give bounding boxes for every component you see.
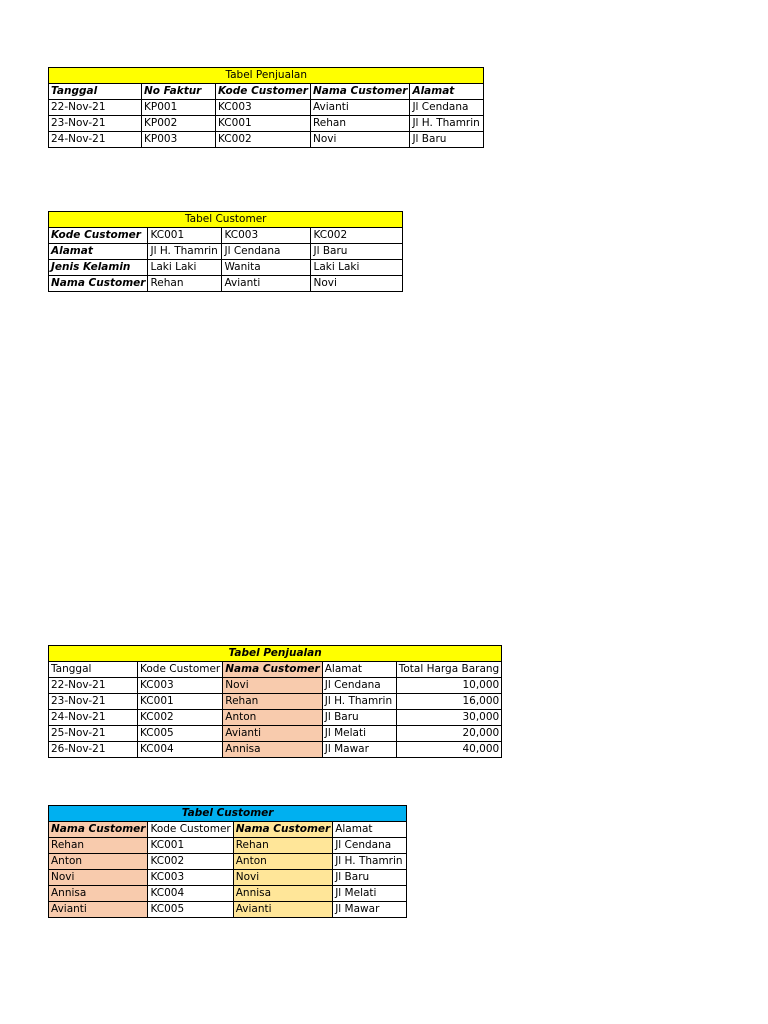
table-cell[interactable]: Jl Baru bbox=[410, 132, 484, 148]
table-cell[interactable]: 30,000 bbox=[396, 710, 501, 726]
table-cell[interactable]: KC003 bbox=[138, 678, 223, 694]
table-row bbox=[49, 838, 407, 854]
header-cell[interactable]: No Faktur bbox=[142, 84, 216, 100]
header-cell[interactable]: Alamat bbox=[333, 822, 407, 838]
table-cell[interactable]: Anton bbox=[49, 854, 148, 870]
table-cell[interactable]: Jl Cendana bbox=[222, 244, 311, 260]
row-header-cell[interactable]: Alamat bbox=[49, 244, 148, 260]
table-cell[interactable]: Jl H. Thamrin bbox=[333, 854, 407, 870]
table-cell[interactable]: Avianti bbox=[49, 902, 148, 918]
table-title[interactable]: Tabel Penjualan bbox=[49, 68, 484, 84]
table-cell[interactable]: 23-Nov-21 bbox=[49, 694, 138, 710]
table-row bbox=[49, 276, 403, 292]
table-row bbox=[49, 260, 403, 276]
table-cell[interactable]: Novi bbox=[311, 276, 403, 292]
table-cell[interactable]: Annisa bbox=[49, 886, 148, 902]
table-cell[interactable]: Jl H. Thamrin bbox=[322, 694, 396, 710]
table-cell[interactable]: KC003 bbox=[222, 228, 311, 244]
table-cell[interactable]: KP001 bbox=[142, 100, 216, 116]
table-cell[interactable]: 22-Nov-21 bbox=[49, 100, 142, 116]
table-cell[interactable]: Novi bbox=[310, 132, 409, 148]
table-title[interactable]: Tabel Penjualan bbox=[49, 646, 502, 662]
customer-table-2 bbox=[48, 805, 407, 918]
table-row bbox=[49, 902, 407, 918]
table-cell[interactable]: Jl Melati bbox=[322, 726, 396, 742]
header-cell[interactable]: Kode Customer bbox=[138, 662, 223, 678]
header-row bbox=[49, 822, 407, 838]
table-cell[interactable]: Jl H. Thamrin bbox=[410, 116, 484, 132]
table-cell[interactable]: Jl Baru bbox=[311, 244, 403, 260]
header-cell[interactable]: Kode Customer bbox=[216, 84, 311, 100]
table-row bbox=[49, 694, 502, 710]
header-cell[interactable]: Alamat bbox=[322, 662, 396, 678]
customer-table-1 bbox=[48, 211, 403, 292]
table-row bbox=[49, 116, 484, 132]
table-cell[interactable]: Jl Melati bbox=[333, 886, 407, 902]
table-cell[interactable]: 24-Nov-21 bbox=[49, 132, 142, 148]
table-cell[interactable]: Wanita bbox=[222, 260, 311, 276]
table-cell[interactable]: KC004 bbox=[138, 742, 223, 758]
table-cell[interactable]: 20,000 bbox=[396, 726, 501, 742]
table-title[interactable]: Tabel Customer bbox=[49, 212, 403, 228]
table-row bbox=[49, 726, 502, 742]
table-cell[interactable]: Avianti bbox=[310, 100, 409, 116]
table-cell[interactable]: Laki Laki bbox=[311, 260, 403, 276]
table-cell[interactable]: Anton bbox=[223, 710, 322, 726]
table-cell[interactable]: Jl H. Thamrin bbox=[148, 244, 222, 260]
table-cell[interactable]: KC002 bbox=[148, 854, 233, 870]
table-cell[interactable]: Rehan bbox=[233, 838, 332, 854]
table-cell[interactable]: 25-Nov-21 bbox=[49, 726, 138, 742]
header-cell[interactable]: Nama Customer bbox=[223, 662, 322, 678]
table-cell[interactable]: Avianti bbox=[222, 276, 311, 292]
table-cell[interactable]: 40,000 bbox=[396, 742, 501, 758]
table-row bbox=[49, 870, 407, 886]
table-cell[interactable]: KP002 bbox=[142, 116, 216, 132]
header-cell[interactable]: Tanggal bbox=[49, 662, 138, 678]
header-row bbox=[49, 662, 502, 678]
table-cell[interactable]: Novi bbox=[233, 870, 332, 886]
table-cell[interactable]: Jl Baru bbox=[333, 870, 407, 886]
table-cell[interactable]: KC002 bbox=[216, 132, 311, 148]
table-cell[interactable]: KC001 bbox=[148, 838, 233, 854]
table-cell[interactable]: Avianti bbox=[233, 902, 332, 918]
header-cell[interactable]: Nama Customer bbox=[49, 822, 148, 838]
table-cell[interactable]: Jl Baru bbox=[322, 710, 396, 726]
header-cell[interactable]: Alamat bbox=[410, 84, 484, 100]
table-cell[interactable]: Annisa bbox=[223, 742, 322, 758]
table-row bbox=[49, 132, 484, 148]
header-cell[interactable]: Total Harga Barang bbox=[396, 662, 501, 678]
table-cell[interactable]: Anton bbox=[233, 854, 332, 870]
table-cell[interactable]: KC003 bbox=[216, 100, 311, 116]
table-cell[interactable]: 22-Nov-21 bbox=[49, 678, 138, 694]
table-cell[interactable]: Novi bbox=[49, 870, 148, 886]
table-row bbox=[49, 854, 407, 870]
table-cell[interactable]: Rehan bbox=[148, 276, 222, 292]
table-cell[interactable]: Rehan bbox=[310, 116, 409, 132]
table-cell[interactable]: Rehan bbox=[49, 838, 148, 854]
table-cell[interactable]: KC005 bbox=[138, 726, 223, 742]
table-cell[interactable]: KC003 bbox=[148, 870, 233, 886]
table-cell[interactable]: KP003 bbox=[142, 132, 216, 148]
header-cell[interactable]: Nama Customer bbox=[233, 822, 332, 838]
table-cell[interactable]: 24-Nov-21 bbox=[49, 710, 138, 726]
row-header-cell[interactable]: Kode Customer bbox=[49, 228, 148, 244]
table-cell[interactable]: Novi bbox=[223, 678, 322, 694]
header-cell[interactable]: Nama Customer bbox=[310, 84, 409, 100]
table-cell[interactable]: 10,000 bbox=[396, 678, 501, 694]
table-cell[interactable]: Jl Mawar bbox=[322, 742, 396, 758]
table-cell[interactable]: KC002 bbox=[311, 228, 403, 244]
table-cell[interactable]: 26-Nov-21 bbox=[49, 742, 138, 758]
table-cell[interactable]: Jl Mawar bbox=[333, 902, 407, 918]
table-cell[interactable]: Rehan bbox=[223, 694, 322, 710]
table-row bbox=[49, 100, 484, 116]
table-row bbox=[49, 710, 502, 726]
table-cell[interactable]: Avianti bbox=[223, 726, 322, 742]
table-cell[interactable]: KC005 bbox=[148, 902, 233, 918]
table-cell[interactable]: KC004 bbox=[148, 886, 233, 902]
table-row bbox=[49, 678, 502, 694]
table-cell[interactable]: Annisa bbox=[233, 886, 332, 902]
header-cell[interactable]: Kode Customer bbox=[148, 822, 233, 838]
table-title[interactable]: Tabel Customer bbox=[49, 806, 407, 822]
table-cell[interactable]: KC001 bbox=[138, 694, 223, 710]
table-cell[interactable]: Jl Cendana bbox=[410, 100, 484, 116]
table-cell[interactable]: KC002 bbox=[138, 710, 223, 726]
table-cell[interactable]: Laki Laki bbox=[148, 260, 222, 276]
table-row bbox=[49, 742, 502, 758]
table-cell[interactable]: Jl Cendana bbox=[333, 838, 407, 854]
row-header-cell[interactable]: Nama Customer bbox=[49, 276, 148, 292]
table-cell[interactable]: KC001 bbox=[216, 116, 311, 132]
table-cell[interactable]: 23-Nov-21 bbox=[49, 116, 142, 132]
table-cell[interactable]: 16,000 bbox=[396, 694, 501, 710]
table-row bbox=[49, 228, 403, 244]
sales-table-1 bbox=[48, 67, 484, 148]
row-header-cell[interactable]: Jenis Kelamin bbox=[49, 260, 148, 276]
table-cell[interactable]: Jl Cendana bbox=[322, 678, 396, 694]
table-cell[interactable]: KC001 bbox=[148, 228, 222, 244]
header-row bbox=[49, 84, 484, 100]
table-row bbox=[49, 886, 407, 902]
table-row bbox=[49, 244, 403, 260]
header-cell[interactable]: Tanggal bbox=[49, 84, 142, 100]
sales-table-2 bbox=[48, 645, 502, 758]
